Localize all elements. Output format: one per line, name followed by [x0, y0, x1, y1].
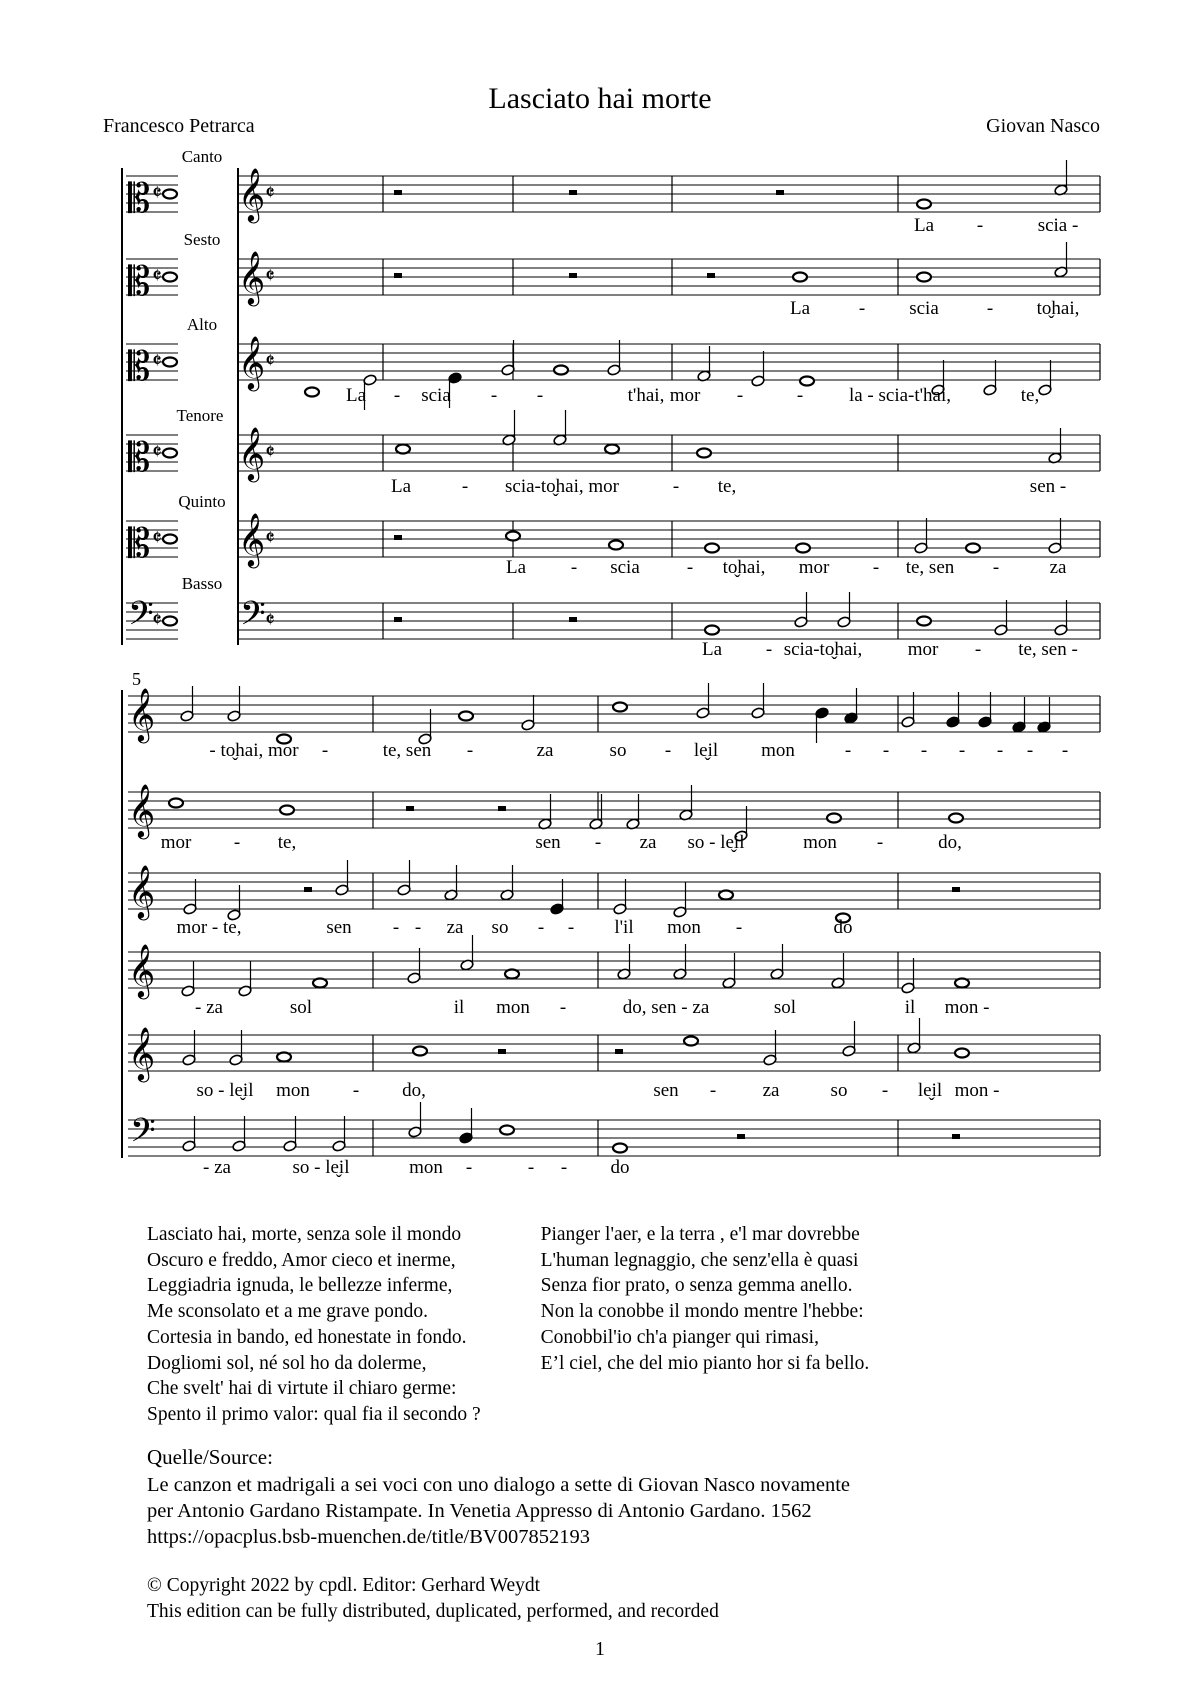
whole-note	[917, 200, 931, 209]
lyric-syllable: -	[352, 1080, 360, 1101]
lyric-syllable: sen	[326, 917, 352, 938]
whole-note	[796, 544, 810, 553]
lyric-syllable: do	[610, 1157, 630, 1178]
poem-line: Che svelt' hai di virtute il chiaro germe:	[147, 1378, 457, 1400]
lyric-syllable: mon	[409, 1157, 443, 1178]
lyric-syllable: -	[736, 385, 744, 406]
voice-label: Canto	[181, 147, 223, 166]
license-line: This edition can be fully distributed, duplicated, performed, and recorded	[147, 1601, 719, 1622]
whole-note	[966, 544, 980, 553]
lyric-syllable: mor	[907, 639, 939, 660]
lyric-syllable: za	[1049, 557, 1067, 578]
voice-label: Tenore	[176, 406, 224, 425]
lyric-syllable: -	[567, 917, 575, 938]
lyric-syllable: so	[609, 740, 627, 761]
lyric-syllable: sol	[289, 997, 313, 1018]
whole-note	[163, 273, 177, 282]
voice-label: Sesto	[183, 230, 221, 249]
whole-note	[163, 617, 177, 626]
whole-note	[163, 190, 177, 199]
cut-time-icon: 𝄵	[152, 525, 162, 550]
lyric-syllable: -	[976, 215, 984, 236]
source-line: per Antonio Gardano Ristampate. In Venetia Appresso di Antonio Gardano. 1562	[147, 1500, 812, 1522]
treble-clef-icon: 𝄞	[238, 252, 266, 303]
lyric-syllable: -	[465, 1157, 473, 1178]
whole-note	[554, 366, 568, 375]
lyric-syllable: -	[858, 298, 866, 319]
bass-clef-icon: 𝄢	[128, 595, 154, 640]
lyric-syllable: mon -	[954, 1080, 1000, 1101]
cut-time-icon: 𝄵	[152, 348, 162, 373]
rest	[498, 806, 506, 811]
copyright-notice	[147, 1573, 719, 1625]
whole-note	[277, 1053, 291, 1062]
lyric-syllable: -	[876, 832, 884, 853]
page-number: 1	[595, 1638, 605, 1660]
whole-note	[500, 1126, 514, 1135]
cut-time-icon: 𝄵	[265, 180, 275, 205]
whole-note	[305, 388, 319, 397]
poem-left-column	[147, 1222, 481, 1428]
lyric-syllable: - za	[203, 1157, 231, 1178]
poem-line: Spento il primo valor: qual fia il secondo ?	[147, 1403, 481, 1425]
cut-time-icon: 𝄵	[152, 439, 162, 464]
poem-right-column	[541, 1222, 870, 1428]
lyric-syllable: do	[833, 917, 853, 938]
poem-line: Me sconsolato et a me grave pondo.	[147, 1301, 429, 1323]
poem-line: Senza fior prato, o senza gemma anello.	[540, 1275, 853, 1297]
lyric-syllable: -	[872, 557, 880, 578]
lyric-syllable: -	[1061, 740, 1069, 761]
whole-note	[506, 532, 520, 541]
lyric-syllable: -	[796, 385, 804, 406]
lyric-syllable: te, sen	[905, 557, 955, 578]
lyric-syllable: sen -	[1029, 476, 1067, 497]
lyric-syllable: -	[844, 740, 852, 761]
treble-clef-icon: 𝄞	[238, 337, 266, 388]
cut-time-icon: 𝄵	[265, 263, 275, 288]
treble-clef-icon: 𝄞	[238, 514, 266, 565]
lyric-syllable: so - le̬il	[687, 832, 745, 853]
composer-credit: Giovan Nasco	[986, 115, 1100, 137]
lyric-syllable: do, sen - za	[622, 997, 710, 1018]
whole-note	[605, 445, 619, 454]
lyric-syllable: scia-to̬hai, mor	[505, 476, 619, 497]
whole-note	[396, 445, 410, 454]
rest	[406, 806, 414, 811]
poet-credit: Francesco Petrarca	[103, 115, 255, 137]
whole-note	[917, 273, 931, 282]
whole-note	[505, 970, 519, 979]
lyric-syllable: za	[536, 740, 554, 761]
cut-time-icon: 𝄵	[265, 439, 275, 464]
lyric-syllable: il	[453, 997, 465, 1018]
treble-clef-icon: 𝄞	[128, 785, 156, 836]
cut-time-icon: 𝄵	[265, 348, 275, 373]
poem-line: L'human legnaggio, che senz'ella è quasi	[540, 1249, 859, 1271]
voice-label: Alto	[186, 315, 218, 334]
lyric-syllable: la - scia-t'hai,	[848, 385, 952, 406]
whole-note	[613, 703, 627, 712]
lyric-syllable: -	[765, 639, 773, 660]
lyric-syllable: te, sen	[382, 740, 432, 761]
lyric-syllable: -	[672, 476, 680, 497]
poem-line: Lasciato hai, morte, senza sole il mondo	[147, 1224, 462, 1245]
lyric-syllable: -	[393, 385, 401, 406]
lyric-syllable: -	[414, 917, 422, 938]
lyric-syllable: mor	[669, 385, 701, 406]
cut-time-icon: 𝄵	[152, 180, 162, 205]
rest	[394, 190, 402, 195]
lyric-syllable: -	[735, 917, 743, 938]
lyric-syllable: -	[920, 740, 928, 761]
lyric-syllable: La	[345, 385, 367, 406]
lyric-syllable: il	[904, 997, 916, 1018]
lyric-syllable: -	[974, 639, 982, 660]
lyric-syllable: mon	[761, 740, 795, 761]
poem-line: Leggiadria ignuda, le bellezze inferme,	[147, 1275, 453, 1297]
rest	[569, 190, 577, 195]
whole-note	[949, 814, 963, 823]
lyric-syllable: mon -	[944, 997, 990, 1018]
rest	[707, 273, 715, 278]
lyric-syllable: t'hai,	[627, 385, 665, 406]
measure-number: 5	[132, 669, 141, 689]
treble-clef-icon: 𝄞	[128, 1028, 156, 1079]
source-text	[147, 1472, 1147, 1550]
whole-note	[609, 541, 623, 550]
treble-clef-icon: 𝄞	[128, 866, 156, 917]
lyric-syllable: La	[701, 639, 723, 660]
lyric-syllable: do,	[938, 832, 962, 853]
cut-time-icon: 𝄵	[265, 525, 275, 550]
lyric-syllable: so - le̬il	[292, 1157, 350, 1178]
lyric-syllable: scia	[909, 298, 939, 319]
whole-note	[280, 806, 294, 815]
source-heading: Quelle/Source:	[147, 1445, 273, 1469]
whole-note	[827, 814, 841, 823]
lyric-syllable: sen	[535, 832, 561, 853]
lyric-syllable: -	[958, 740, 966, 761]
whole-note	[705, 544, 719, 553]
lyric-syllable: -	[490, 385, 498, 406]
rest	[952, 887, 960, 892]
lyric-syllable: -	[461, 476, 469, 497]
alto-clef-icon: 𝄡	[128, 259, 151, 304]
poem-line: Dogliomi sol, né sol ho da dolerme,	[147, 1352, 427, 1374]
lyric-syllable: mor	[160, 832, 192, 853]
lyric-syllable: -	[986, 298, 994, 319]
lyric-syllable: -	[570, 557, 578, 578]
lyric-syllable: do,	[402, 1080, 426, 1101]
lyric-syllable: mon	[667, 917, 701, 938]
whole-note	[313, 979, 327, 988]
lyric-syllable: -	[392, 917, 400, 938]
treble-clef-icon: 𝄞	[238, 169, 266, 220]
poem-line: Pianger l'aer, e la terra , e'l mar dovrebbe	[540, 1224, 860, 1245]
rest	[394, 273, 402, 278]
lyric-syllable: -	[992, 557, 1000, 578]
poem-line: Conobbil'io ch'a pianger qui rimasi,	[540, 1326, 819, 1348]
lyric-syllable: -	[537, 917, 545, 938]
whole-note	[955, 1049, 969, 1058]
lyric-syllable: -	[664, 740, 672, 761]
lyric-syllable: La	[789, 298, 811, 319]
whole-note	[459, 712, 473, 721]
whole-note	[169, 799, 183, 808]
lyric-syllable: La	[913, 215, 935, 236]
lyric-syllable: so - le̬il	[196, 1080, 254, 1101]
poem-text	[147, 1222, 869, 1428]
rest	[498, 1049, 506, 1054]
rest	[304, 887, 312, 892]
alto-clef-icon: 𝄡	[128, 344, 151, 389]
lyric-syllable: mor	[798, 557, 830, 578]
poem-line: Cortesia in bando, ed honestate in fondo.	[147, 1326, 467, 1348]
lyric-syllable: to̬hai,	[1036, 298, 1080, 319]
lyric-syllable: -	[527, 1157, 535, 1178]
lyric-syllable: - to̬hai, mor	[209, 740, 299, 761]
lyric-syllable: l'il	[614, 917, 634, 938]
lyric-syllable: te,	[277, 832, 297, 853]
lyric-syllable: -	[559, 997, 567, 1018]
lyric-syllable: La	[390, 476, 412, 497]
rest	[952, 1134, 960, 1139]
lyric-syllable: te, sen -	[1018, 639, 1078, 660]
whole-note	[163, 358, 177, 367]
rest	[737, 1134, 745, 1139]
lyric-syllable: mon	[276, 1080, 310, 1101]
rest	[569, 273, 577, 278]
lyric-syllable: scia	[421, 385, 451, 406]
voice-label: Quinto	[178, 492, 226, 511]
lyric-syllable: za	[446, 917, 464, 938]
whole-note	[705, 626, 719, 635]
lyric-syllable: -	[996, 740, 1004, 761]
lyric-syllable: so	[830, 1080, 848, 1101]
lyric-syllable: sen	[653, 1080, 679, 1101]
lyric-syllable: -	[686, 557, 694, 578]
lyric-syllable: scia	[610, 557, 640, 578]
cut-time-icon: 𝄵	[152, 263, 162, 288]
cut-time-icon: 𝄵	[152, 607, 162, 632]
lyric-syllable: scia -	[1037, 215, 1079, 236]
alto-clef-icon: 𝄡	[128, 176, 151, 221]
copyright-line: © Copyright 2022 by cpdl. Editor: Gerhard Weydt	[147, 1575, 541, 1596]
whole-note	[613, 1144, 627, 1153]
lyric-syllable: te,	[1020, 385, 1040, 406]
treble-clef-icon: 𝄞	[128, 945, 156, 996]
lyric-syllable: -	[709, 1080, 717, 1101]
lyric-syllable: La	[505, 557, 527, 578]
lyric-syllable: -	[1026, 740, 1034, 761]
lyric-syllable: mon	[496, 997, 530, 1018]
lyric-syllable: to̬hai,	[722, 557, 766, 578]
poem-line: E’l ciel, che del mio pianto hor si fa bello.	[540, 1352, 870, 1374]
treble-clef-icon: 𝄞	[128, 689, 156, 740]
rest	[394, 617, 402, 622]
lyric-syllable: -	[560, 1157, 568, 1178]
whole-note	[163, 449, 177, 458]
lyric-syllable: -	[594, 832, 602, 853]
whole-note	[163, 535, 177, 544]
poem-line: Oscuro e freddo, Amor cieco et inerme,	[147, 1249, 456, 1271]
rest	[615, 1049, 623, 1054]
lyric-syllable: sol	[773, 997, 797, 1018]
lyric-syllable: mor - te,	[176, 917, 242, 938]
lyric-syllable: -	[536, 385, 544, 406]
alto-clef-icon: 𝄡	[128, 521, 151, 566]
source-line: Le canzon et madrigali a sei voci con uno dialogo a sette di Giovan Nasco novamente	[147, 1474, 851, 1496]
alto-clef-icon: 𝄡	[128, 435, 151, 480]
whole-note	[413, 1047, 427, 1056]
lyric-syllable: za	[639, 832, 657, 853]
lyric-syllable: -	[321, 740, 329, 761]
treble-clef-icon: 𝄞	[238, 428, 266, 479]
lyric-syllable: mon	[803, 832, 837, 853]
lyric-syllable: scia-to̬hai,	[783, 639, 863, 660]
lyric-syllable: te,	[717, 476, 737, 497]
whole-note	[684, 1037, 698, 1046]
whole-note	[697, 449, 711, 458]
lyric-syllable: -	[233, 832, 241, 853]
lyric-syllable: -	[881, 1080, 889, 1101]
whole-note	[793, 273, 807, 282]
rest	[394, 535, 402, 540]
rest	[569, 617, 577, 622]
bass-clef-icon: 𝄢	[240, 595, 266, 640]
lyric-syllable: -	[882, 740, 890, 761]
cut-time-icon: 𝄵	[265, 607, 275, 632]
lyric-syllable: le̬il	[917, 1080, 943, 1101]
page-title: Lasciato hai morte	[488, 82, 712, 115]
whole-note	[917, 617, 931, 626]
lyric-syllable: za	[762, 1080, 780, 1101]
rest	[776, 190, 784, 195]
whole-note	[955, 979, 969, 988]
bass-clef-icon: 𝄢	[130, 1112, 156, 1157]
lyric-syllable: - za	[195, 997, 223, 1018]
lyric-syllable: so	[491, 917, 509, 938]
voice-label: Basso	[181, 574, 223, 593]
lyric-syllable: le̬il	[693, 740, 719, 761]
poem-line: Non la conobbe il mondo mentre l'hebbe:	[540, 1301, 864, 1323]
source-url[interactable]: https://opacplus.bsb-muenchen.de/title/BV007852193	[147, 1526, 590, 1548]
whole-note	[719, 891, 733, 900]
lyric-syllable: -	[466, 740, 474, 761]
